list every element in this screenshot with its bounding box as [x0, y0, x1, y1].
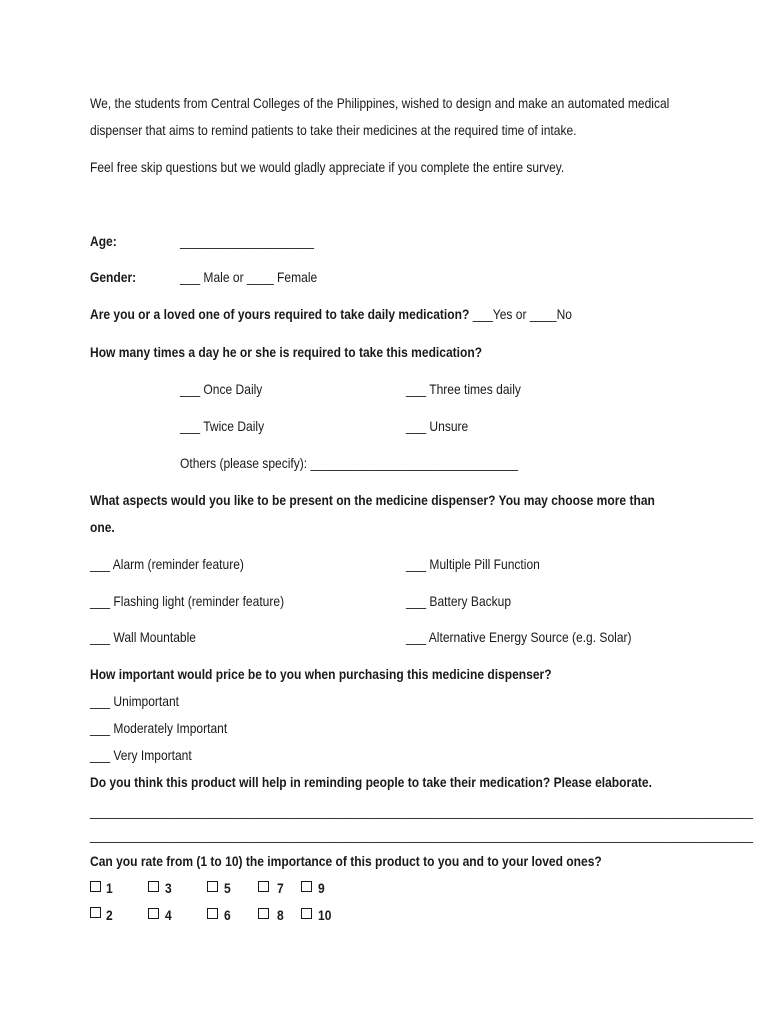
elaborate-question: Do you think this product will help in reminding people to take their medication? Please elaborate.: [90, 774, 652, 790]
price-question: How important would price be to you when purchasing this medicine dispenser?: [90, 666, 552, 682]
others-specify-field[interactable]: Others (please specify): _______________________________: [180, 455, 519, 471]
option-three-times-daily[interactable]: ___ Three times daily: [406, 381, 521, 397]
aspects-question-line-2: one.: [90, 519, 115, 535]
option-flashing-light[interactable]: ___ Flashing light (reminder feature): [90, 593, 285, 609]
rating-label-10: 10: [318, 907, 332, 923]
option-alarm[interactable]: ___ Alarm (reminder feature): [90, 556, 244, 572]
option-wall-mountable[interactable]: ___ Wall Mountable: [90, 629, 196, 645]
rating-checkbox-6[interactable]: [207, 908, 218, 919]
gender-label: Gender:: [90, 269, 137, 285]
rating-label-5: 5: [224, 880, 231, 896]
rating-label-3: 3: [165, 880, 172, 896]
rating-checkbox-4[interactable]: [148, 908, 159, 919]
option-alternative-energy[interactable]: ___ Alternative Energy Source (e.g. Solar): [406, 629, 632, 645]
rating-label-1: 1: [106, 880, 113, 896]
elaborate-answer-line-2[interactable]: ___________________________________________________________________________________________________: [90, 827, 753, 843]
daily-medication-answer[interactable]: ___Yes or ____No: [469, 306, 573, 322]
option-twice-daily[interactable]: ___ Twice Daily: [180, 418, 265, 434]
rating-label-8: 8: [277, 907, 284, 923]
option-moderately-important[interactable]: ___ Moderately Important: [90, 720, 228, 736]
rating-label-2: 2: [106, 907, 113, 923]
rating-checkbox-9[interactable]: [301, 881, 312, 892]
rating-label-9: 9: [318, 880, 325, 896]
rating-checkbox-8[interactable]: [258, 908, 269, 919]
option-very-important[interactable]: ___ Very Important: [90, 747, 192, 763]
age-field[interactable]: ____________________: [180, 233, 314, 249]
rating-checkbox-3[interactable]: [148, 881, 159, 892]
rating-checkbox-5[interactable]: [207, 881, 218, 892]
option-unsure[interactable]: ___ Unsure: [406, 418, 469, 434]
option-once-daily[interactable]: ___ Once Daily: [180, 381, 263, 397]
rating-checkbox-1[interactable]: [90, 881, 101, 892]
rating-label-7: 7: [277, 880, 284, 896]
option-unimportant[interactable]: ___ Unimportant: [90, 693, 180, 709]
daily-medication-row: [90, 305, 572, 323]
option-battery-backup[interactable]: ___ Battery Backup: [406, 593, 512, 609]
intro-line-2: dispenser that aims to remind patients to take their medicines at the required time of intake.: [90, 122, 577, 138]
rating-checkbox-2[interactable]: [90, 907, 101, 918]
rating-question: Can you rate from (1 to 10) the importance of this product to you and to your loved ones?: [90, 853, 602, 869]
age-label: Age:: [90, 233, 117, 249]
intro-line-1: We, the students from Central Colleges of the Philippines, wished to design and make an automated medical: [90, 95, 670, 111]
aspects-question-line-1: What aspects would you like to be present on the medicine dispenser? You may choose more than: [90, 492, 655, 508]
rating-label-4: 4: [165, 907, 172, 923]
rating-checkbox-7[interactable]: [258, 881, 269, 892]
gender-options[interactable]: ___ Male or ____ Female: [180, 269, 318, 285]
rating-checkbox-10[interactable]: [301, 908, 312, 919]
option-multiple-pill[interactable]: ___ Multiple Pill Function: [406, 556, 540, 572]
elaborate-answer-line-1[interactable]: ___________________________________________________________________________________________________: [90, 803, 753, 819]
times-per-day-question: How many times a day he or she is required to take this medication?: [90, 344, 483, 360]
rating-label-6: 6: [224, 907, 231, 923]
daily-medication-question: Are you or a loved one of yours required to take daily medication?: [90, 306, 470, 322]
intro-line-3: Feel free skip questions but we would gladly appreciate if you complete the entire survey.: [90, 159, 565, 175]
